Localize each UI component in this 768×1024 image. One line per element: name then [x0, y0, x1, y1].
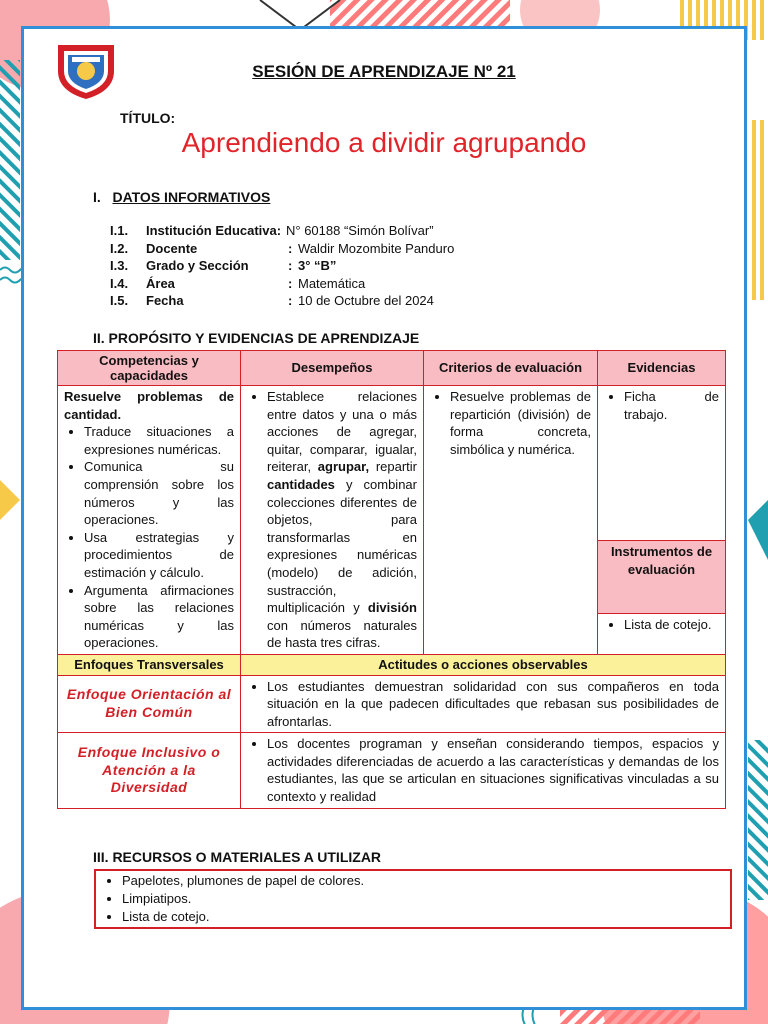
table-row: [58, 675, 726, 733]
info-separator: :: [288, 258, 293, 274]
info-number: I.5.: [110, 293, 129, 309]
instrumentos-cell: [598, 613, 726, 654]
enfoque-name: Enfoque Orientación al Bien Común: [58, 675, 241, 733]
info-separator: :: [288, 293, 293, 309]
resources-box: [94, 869, 732, 929]
learning-table: [57, 350, 726, 809]
list-item: • Usa estrategias y procedimientos de estimación y cálculo.: [84, 529, 234, 582]
list-item: • Resuelve problemas de repartición (división) de forma concreta, simbólica y numérica.: [450, 388, 591, 458]
instrumentos-header: Instrumentos de evaluación: [598, 541, 726, 614]
info-row: [110, 257, 454, 275]
desempenos-cell: [241, 386, 424, 655]
info-value: N° 60188 “Simón Bolívar”: [286, 223, 434, 238]
info-separator: :: [288, 240, 293, 256]
info-row: [110, 222, 454, 240]
list-item: • Papelotes, plumones de papel de colores.: [122, 872, 724, 890]
info-number: I.4.: [110, 275, 129, 291]
info-key: Fecha: [146, 293, 184, 309]
actions-list: [247, 678, 719, 731]
info-key: Área: [146, 275, 175, 291]
col-header-criterios: Criterios de evaluación: [424, 351, 598, 386]
list-item: • Comunica su comprensión sobre los números y las operaciones.: [84, 458, 234, 528]
info-value: 3° “B”: [298, 258, 337, 274]
session-title: SESIÓN DE APRENDIZAJE Nº 21: [252, 62, 516, 81]
desempenos-list: [247, 388, 417, 652]
page-title: Aprendiendo a dividir agrupando: [181, 127, 587, 158]
desempeno-text: y combinar colecciones diferentes de objetos, para transformarlas en expresiones numéricas (modelo) de adición, sustracción, multiplicación y: [267, 476, 417, 616]
competencia-title: Resuelve problemas de cantidad.: [64, 389, 234, 422]
table-row: [58, 386, 726, 541]
capacidades-list: [64, 423, 234, 652]
list-item: • Ficha de trabajo.: [624, 388, 719, 423]
criterios-list: [430, 388, 591, 458]
instrumentos-list: [604, 616, 719, 634]
list-item: • Los docentes programan y enseñan considerando tiempos, espacios y actividades diferenciadas de acuerdo a las características y demandas de los estudiantes, las que se articulan en situaciones significativas vinculadas a su contexto y realidad: [267, 735, 719, 805]
info-key: Grado y Sección: [146, 258, 249, 274]
info-number: I.2.: [110, 240, 129, 256]
col-header-evidencias: Evidencias: [598, 351, 726, 386]
col-header-competencias: Competencias y capacidades: [58, 351, 241, 386]
document-page: [21, 26, 747, 1010]
enfoque-action-cell: [241, 675, 726, 733]
col-header-desempenos: Desempeños: [241, 351, 424, 386]
resources-list: [102, 872, 724, 925]
info-separator: :: [288, 275, 293, 291]
enfoques-header: Enfoques Transversales: [58, 654, 241, 675]
list-item: • Argumenta afirmaciones sobre las relaciones numéricas y las operaciones.: [84, 582, 234, 652]
section-1-heading: [93, 189, 270, 205]
criterios-cell: [424, 386, 598, 655]
info-row: [110, 292, 454, 310]
section-1-number: I.: [93, 189, 101, 205]
list-item: [267, 388, 417, 652]
desempeno-text: Establece relaciones entre datos y una o más acciones de agregar, quitar, comparar, igualar, reiterar,: [267, 389, 417, 475]
info-value: Matemática: [298, 275, 366, 291]
competencias-cell: [58, 386, 241, 655]
info-number: I.3.: [110, 258, 129, 274]
actions-list: [247, 735, 719, 805]
desempeno-bold: división: [367, 600, 417, 616]
list-item: • Lista de cotejo.: [624, 616, 719, 634]
list-item: • Lista de cotejo.: [122, 908, 724, 926]
info-list: [110, 222, 454, 310]
list-item: • Limpiatipos.: [122, 890, 724, 908]
title-label: TÍTULO:: [120, 110, 176, 126]
info-value: 10 de Octubre del 2024: [298, 293, 434, 309]
actitudes-header: Actitudes o acciones observables: [241, 654, 726, 675]
desempeno-bold: agrupar,: [317, 459, 370, 475]
list-item: • Los estudiantes demuestran solidaridad con sus compañeros en toda situación en la que padecen dificultades que rebasan sus posibilidades de afrontarlas.: [267, 678, 719, 731]
info-key: Docente: [146, 240, 198, 256]
enfoques-header-row: [58, 654, 726, 675]
list-item: • Traduce situaciones a expresiones numéricas.: [84, 423, 234, 458]
section-2-heading: II. PROPÓSITO Y EVIDENCIAS DE APRENDIZAJE: [93, 330, 420, 346]
info-value: Waldir Mozombite Panduro: [298, 240, 455, 256]
evidencias-cell: [598, 386, 726, 541]
table-row: [58, 733, 726, 808]
desempeno-text: repartir: [369, 459, 417, 475]
section-1-title: DATOS INFORMATIVOS: [112, 189, 271, 205]
enfoque-action-cell: [241, 733, 726, 808]
evidencias-list: [604, 388, 719, 423]
info-row: [110, 240, 454, 258]
desempeno-bold: cantidades: [267, 476, 335, 492]
info-key: Institución Educativa:: [146, 223, 282, 238]
info-row: [110, 275, 454, 293]
desempeno-text: con números naturales de hasta tres cifras.: [267, 617, 417, 651]
info-number: I.1.: [110, 223, 129, 238]
table-header-row: [58, 351, 726, 386]
enfoque-name: Enfoque Inclusivo o Atención a la Diversidad: [58, 733, 241, 808]
section-3-heading: III. RECURSOS O MATERIALES A UTILIZAR: [93, 849, 382, 865]
